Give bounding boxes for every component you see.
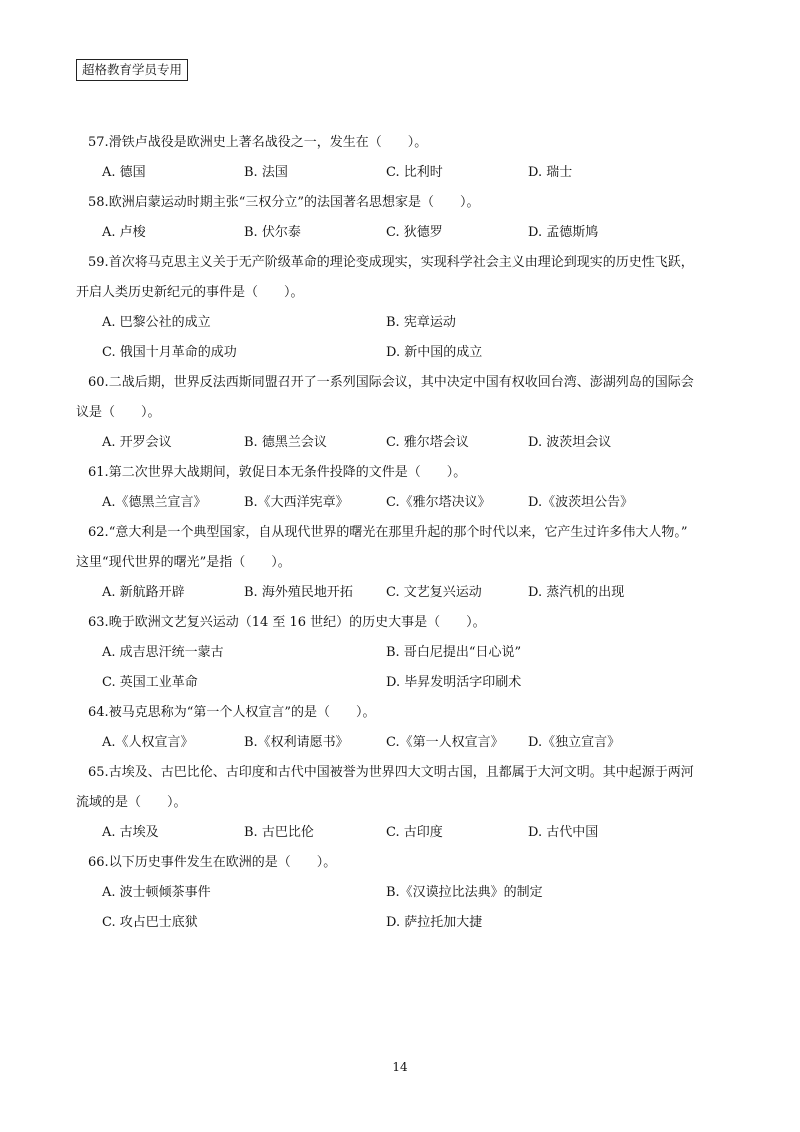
question-stem xyxy=(76,248,728,308)
option-d: D. 新中国的成立 xyxy=(386,345,483,360)
option-c: C. 狄德罗 xyxy=(386,225,443,240)
option-a: A.《德黑兰宣言》 xyxy=(102,495,207,510)
option-list xyxy=(88,158,728,188)
option-b: B. 伏尔泰 xyxy=(244,225,301,240)
option-b: B. 宪章运动 xyxy=(386,315,456,330)
option-d: D.《波茨坦公告》 xyxy=(528,495,634,510)
option-list xyxy=(88,578,728,608)
question-number: 64. xyxy=(88,705,109,720)
question-stem xyxy=(76,368,728,428)
question-number: 63. xyxy=(88,615,109,630)
question-text: 欧洲启蒙运动时期主张“三权分立”的法国著名思想家是（ ）。 xyxy=(108,195,480,210)
question-number: 59. xyxy=(88,255,109,270)
option-c: C. 雅尔塔会议 xyxy=(386,435,469,450)
option-d: D. 孟德斯鸠 xyxy=(528,225,599,240)
option-list xyxy=(88,488,728,518)
option-d: D. 萨拉托加大捷 xyxy=(386,915,483,930)
question-stem xyxy=(88,698,728,728)
option-b: B. 法国 xyxy=(244,165,288,180)
question-text: 晚于欧洲文艺复兴运动（14 至 16 世纪）的历史大事是（ ）。 xyxy=(108,615,486,630)
option-c: C. 攻占巴士底狱 xyxy=(102,915,198,930)
question-number: 65. xyxy=(88,765,109,780)
question-61 xyxy=(88,458,728,518)
question-text: 以下历史事件发生在欧洲的是（ ）。 xyxy=(108,855,337,870)
question-number: 57. xyxy=(88,135,109,150)
option-list xyxy=(88,308,728,368)
question-64 xyxy=(88,698,728,758)
option-a: A. 古埃及 xyxy=(102,825,159,840)
option-a: A. 成吉思汗统一蒙古 xyxy=(102,645,224,660)
option-c: C. 英国工业革命 xyxy=(102,675,198,690)
question-text: 滑铁卢战役是欧洲史上著名战役之一，发生在（ ）。 xyxy=(108,135,428,150)
option-b: B.《汉谟拉比法典》的制定 xyxy=(386,885,543,900)
question-60 xyxy=(76,368,728,458)
option-c: C.《雅尔塔决议》 xyxy=(386,495,491,510)
question-number: 60. xyxy=(88,375,109,390)
question-66 xyxy=(88,848,728,938)
question-number: 58. xyxy=(88,195,109,210)
option-d: D. 古代中国 xyxy=(528,825,599,840)
header-badge: 超格教育学员专用 xyxy=(76,59,188,81)
option-a: A. 巴黎公社的成立 xyxy=(102,315,211,330)
question-text-continued: 这里“现代世界的曙光”是指（ ）。 xyxy=(76,555,291,570)
option-list xyxy=(88,878,728,938)
option-a: A. 开罗会议 xyxy=(102,435,172,450)
option-a: A. 波士顿倾茶事件 xyxy=(102,885,211,900)
option-b: B. 古巴比伦 xyxy=(244,825,314,840)
option-a: A. 新航路开辟 xyxy=(102,585,185,600)
question-57 xyxy=(88,128,728,188)
question-text: 被马克思称为“第一个人权宣言”的是（ ）。 xyxy=(108,705,376,720)
question-stem xyxy=(88,458,728,488)
option-d: D. 蒸汽机的出现 xyxy=(528,585,625,600)
option-b: B. 哥白尼提出“日心说” xyxy=(386,645,522,660)
option-d: D.《独立宣言》 xyxy=(528,735,621,750)
question-stem xyxy=(88,608,728,638)
option-c: C.《第一人权宣言》 xyxy=(386,735,504,750)
option-c: C. 古印度 xyxy=(386,825,443,840)
question-stem xyxy=(76,758,728,818)
question-text: 古埃及、古巴比伦、古印度和古代中国被誉为世界四大文明古国，且都属于大河文明。其中起源于两河 xyxy=(108,765,694,780)
option-list xyxy=(88,218,728,248)
question-text-continued: 流域的是（ ）。 xyxy=(76,795,187,810)
question-text: 二战后期，世界反法西斯同盟召开了一系列国际会议，其中决定中国有权收回台湾、澎湖列岛的国际会 xyxy=(108,375,694,390)
question-number: 61. xyxy=(88,465,109,480)
question-58 xyxy=(88,188,728,248)
option-a: A.《人权宣言》 xyxy=(102,735,194,750)
option-list xyxy=(88,638,728,698)
option-b: B.《权利请愿书》 xyxy=(244,735,349,750)
option-b: B. 德黑兰会议 xyxy=(244,435,327,450)
question-text-continued: 议是（ ）。 xyxy=(76,405,161,420)
question-stem xyxy=(76,518,728,578)
question-number: 66. xyxy=(88,855,109,870)
question-63 xyxy=(88,608,728,698)
question-stem xyxy=(88,848,728,878)
question-65 xyxy=(76,758,728,848)
question-number: 62. xyxy=(88,525,109,540)
question-list xyxy=(76,128,728,938)
question-stem xyxy=(88,128,728,158)
option-list xyxy=(88,728,728,758)
option-a: A. 卢梭 xyxy=(102,225,146,240)
option-d: D. 瑞士 xyxy=(528,165,573,180)
option-b: B.《大西洋宪章》 xyxy=(244,495,349,510)
question-text: 首次将马克思主义关于无产阶级革命的理论变成现实，实现科学社会主义由理论到现实的历史性飞跃， xyxy=(108,255,694,270)
option-c: C. 俄国十月革命的成功 xyxy=(102,345,237,360)
option-c: C. 比利时 xyxy=(386,165,443,180)
question-62 xyxy=(76,518,728,608)
option-list xyxy=(88,818,728,848)
option-b: B. 海外殖民地开拓 xyxy=(244,585,353,600)
option-c: C. 文艺复兴运动 xyxy=(386,585,482,600)
question-text-continued: 开启人类历史新纪元的事件是（ ）。 xyxy=(76,285,304,300)
question-text: 第二次世界大战期间，敦促日本无条件投降的文件是（ ）。 xyxy=(108,465,467,480)
question-text: “意大利是一个典型国家，自从现代世界的曙光在那里升起的那个时代以来，它产生过许多伟大人物。” xyxy=(108,525,688,540)
option-list xyxy=(88,428,728,458)
question-stem xyxy=(88,188,728,218)
option-d: D. 波茨坦会议 xyxy=(528,435,612,450)
option-a: A. 德国 xyxy=(102,165,146,180)
question-59 xyxy=(76,248,728,368)
option-d: D. 毕昇发明活字印刷术 xyxy=(386,675,522,690)
page-number: 14 xyxy=(392,1060,408,1074)
